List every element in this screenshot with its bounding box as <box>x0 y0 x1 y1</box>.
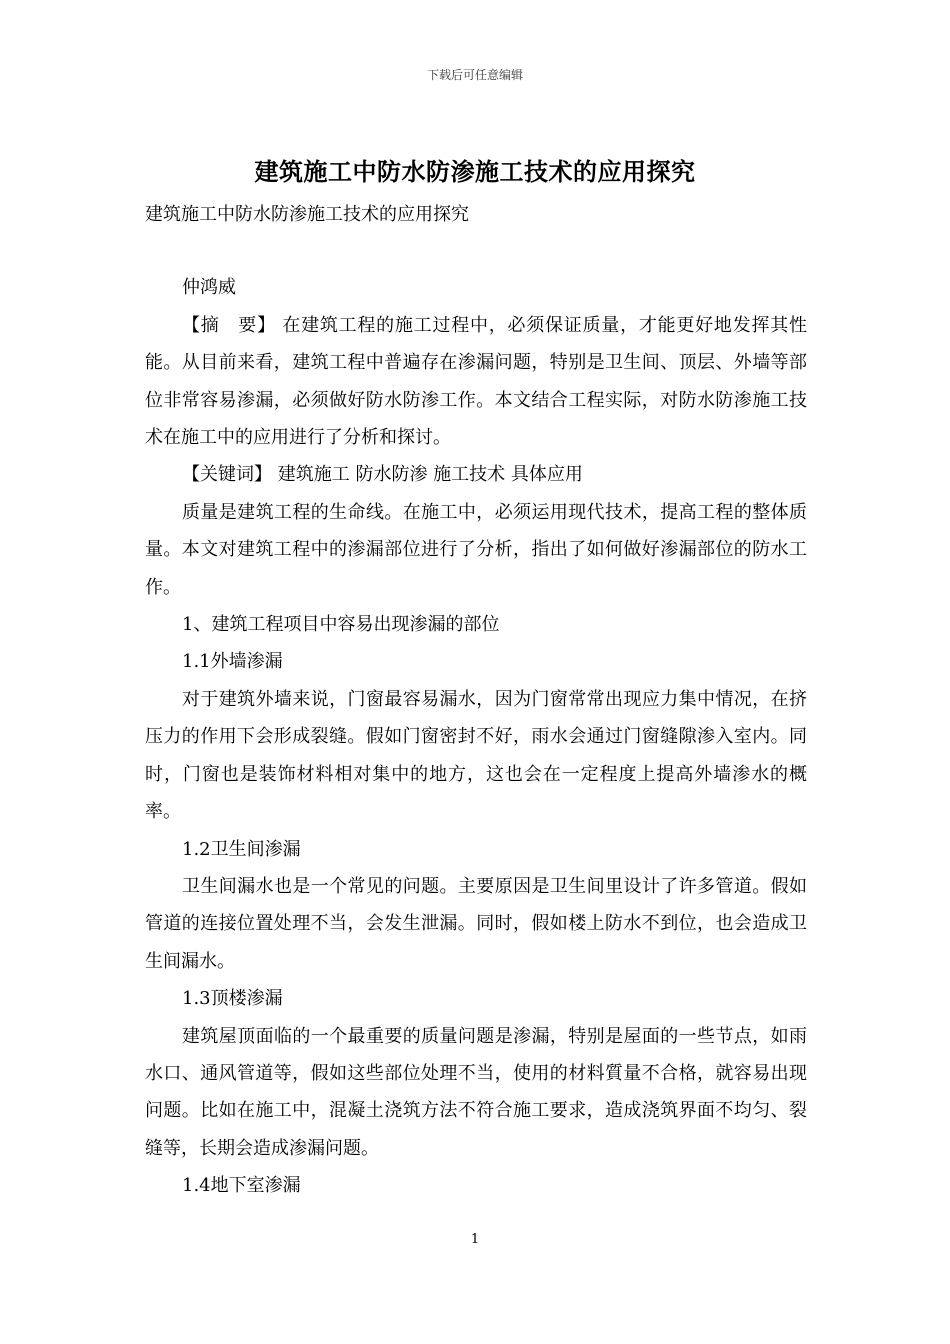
author-name: 仲鸿威 <box>182 277 236 299</box>
section-1-1-paragraph: 对于建筑外墙来说，门窗最容易漏水，因为门窗常常出现应力集中情况，在挤压力的作用下会形成裂缝。假如门窗密封不好，雨水会通过门窗缝隙渗入室内。同时，门窗也是装饰材料相对集中的地方，这也会在一定程度上提高外墙渗水的概率。 <box>145 688 807 823</box>
section-1-1-heading: 1.1外墙渗漏 <box>182 651 283 673</box>
section-1-2-heading: 1.2卫生间渗漏 <box>182 838 301 860</box>
section-1-4-heading: 1.4地下室渗漏 <box>182 1175 301 1197</box>
document-body <box>145 196 807 1205</box>
keywords-paragraph: 【关键词】 建筑施工 防水防渗 施工技术 具体应用 <box>182 464 583 486</box>
section-1-3-paragraph: 建筑屋顶面临的一个最重要的质量问题是渗漏，特别是屋面的一些节点，如雨水口、通风管道等，假如这些部位处理不当，使用的材料質量不合格，就容易出现问题。比如在施工中，混凝土浇筑方法不符合施工要求，造成浇筑界面不均匀、裂缝等，长期会造成渗漏问题。 <box>145 1025 807 1159</box>
section-1-heading: 1、建筑工程项目中容易出现渗漏的部位 <box>182 614 500 636</box>
section-1-3-heading: 1.3顶楼渗漏 <box>182 988 283 1010</box>
header-note: 下载后可任意编辑 <box>426 68 523 82</box>
document-title: 建筑施工中防水防渗施工技术的应用探究 <box>254 157 696 186</box>
document-subtitle: 建筑施工中防水防渗施工技术的应用探究 <box>145 204 469 225</box>
section-1-2-paragraph: 卫生间漏水也是一个常见的问题。主要原因是卫生间里设计了许多管道。假如管道的连接位置处理不当，会发生泄漏。同时，假如楼上防水不到位，也会造成卫生间漏水。 <box>145 875 807 972</box>
page-number: 1 <box>470 1232 480 1247</box>
abstract-paragraph: 【摘 要】 在建筑工程的施工过程中，必须保证质量，才能更好地发挥其性能。从目前来看，建筑工程中普遍存在渗漏问题，特别是卫生间、顶层、外墙等部位非常容易渗漏，必须做好防水防渗工作。本文结合工程实际，对防水防渗施工技术在施工中的应用进行了分析和探讨。 <box>145 314 807 449</box>
intro-paragraph: 质量是建筑工程的生命线。在施工中，必须运用现代技术，提高工程的整体质量。本文对建筑工程中的渗漏部位进行了分析，指出了如何做好渗漏部位的防水工作。 <box>145 501 807 598</box>
